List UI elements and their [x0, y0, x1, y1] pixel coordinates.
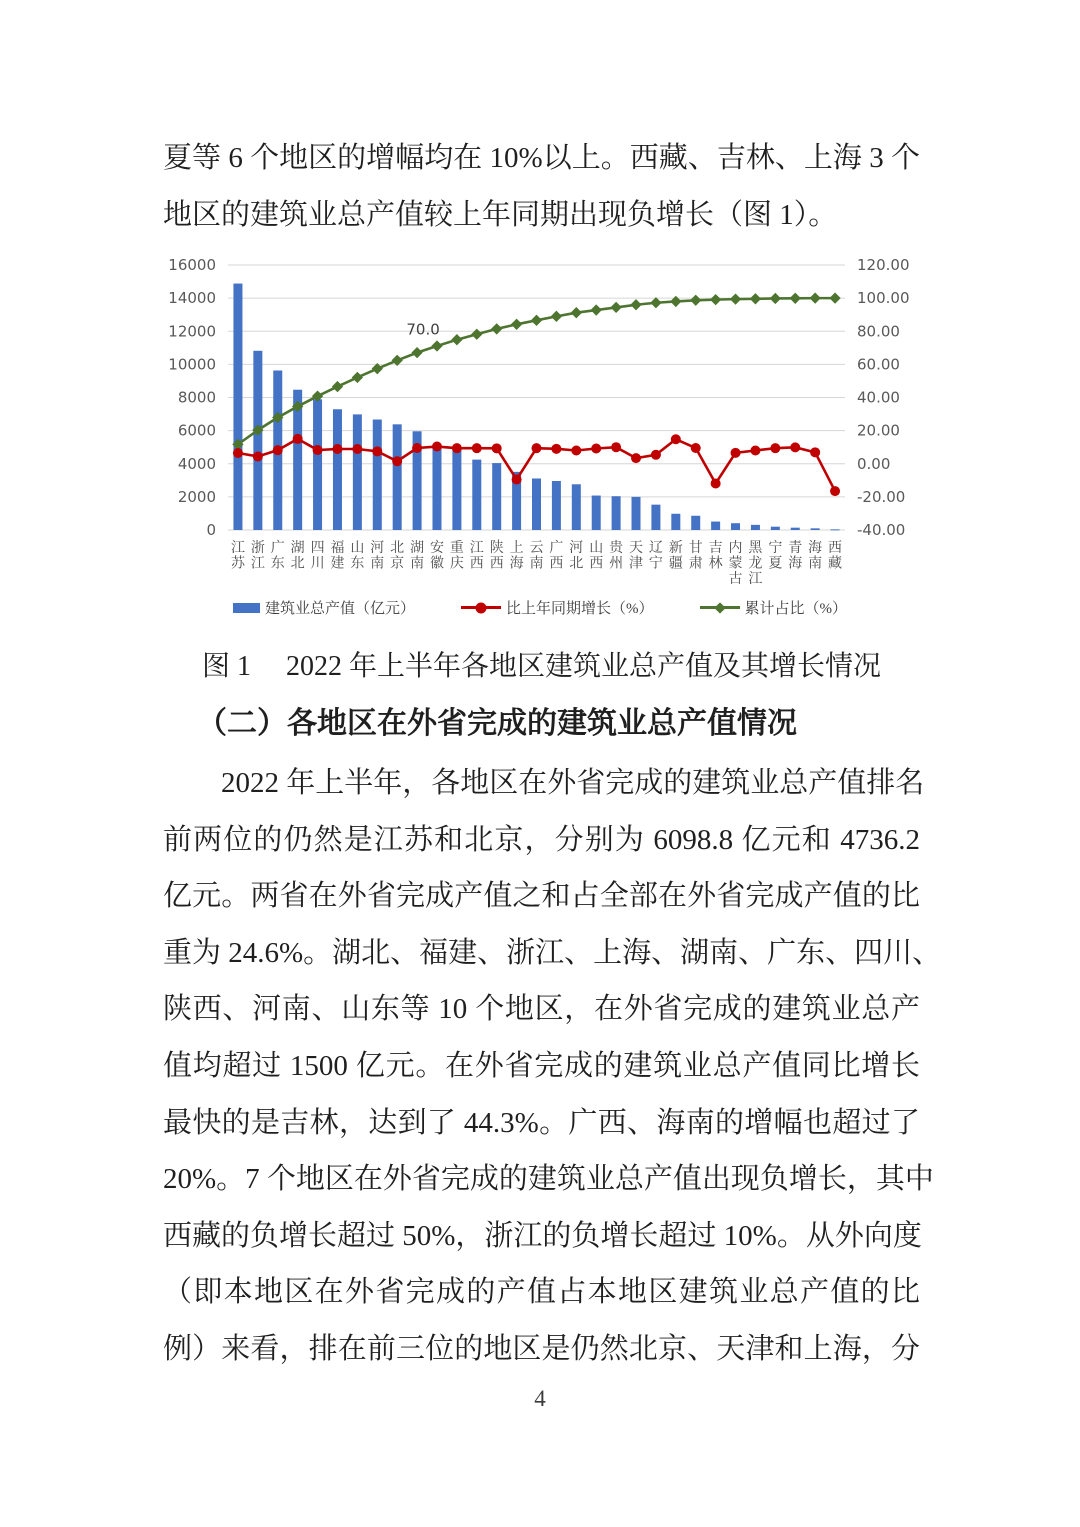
- legend-item: [700, 597, 848, 618]
- svg-text:宁: 宁: [768, 541, 783, 556]
- svg-text:江: 江: [230, 541, 245, 556]
- svg-text:龙: 龙: [748, 556, 763, 572]
- svg-text:海: 海: [788, 556, 803, 572]
- legend-line-circle-swatch-icon: [461, 606, 501, 609]
- intro-paragraph: [163, 130, 920, 244]
- svg-text:北: 北: [569, 556, 584, 572]
- body-paragraph: [163, 755, 942, 1378]
- svg-text:上: 上: [509, 541, 524, 556]
- legend-label: 累计占比（%）: [744, 601, 847, 617]
- svg-text:4000: 4000: [177, 454, 216, 473]
- svg-text:建: 建: [330, 556, 345, 572]
- svg-text:南: 南: [410, 556, 425, 572]
- svg-text:湖: 湖: [410, 541, 425, 556]
- body-line: 西藏的负增长超过 50%，浙江的负增长超过 10%。从外向度: [163, 1219, 922, 1252]
- svg-text:海: 海: [808, 541, 823, 556]
- body-line: （即本地区在外省完成的产值占本地区建筑业总产值的比: [163, 1276, 920, 1309]
- svg-text:庆: 庆: [449, 556, 464, 572]
- legend-label: 建筑业总产值（亿元）: [264, 601, 415, 617]
- svg-text:天: 天: [629, 541, 644, 556]
- svg-text:四: 四: [310, 541, 325, 556]
- body-line: 值均超过 1500 亿元。在外省完成的建筑业总产值同比增长: [163, 1049, 920, 1082]
- svg-text:120.00: 120.00: [857, 256, 910, 274]
- svg-text:南: 南: [808, 556, 823, 572]
- svg-text:夏: 夏: [768, 556, 783, 572]
- svg-text:安: 安: [429, 541, 444, 556]
- svg-text:60.00: 60.00: [857, 355, 900, 374]
- svg-text:青: 青: [788, 541, 803, 556]
- svg-text:海: 海: [509, 556, 524, 572]
- svg-text:藏: 藏: [828, 556, 843, 572]
- svg-text:16000: 16000: [168, 256, 216, 274]
- legend-bar-swatch-icon: [233, 603, 260, 613]
- svg-text:吉: 吉: [708, 541, 723, 556]
- svg-text:2000: 2000: [177, 487, 216, 506]
- legend-item: [233, 597, 415, 618]
- svg-text:东: 东: [350, 556, 365, 572]
- svg-text:黑: 黑: [748, 541, 763, 556]
- pareto-chart-svg: [150, 250, 930, 595]
- svg-text:14000: 14000: [168, 289, 216, 308]
- svg-text:陕: 陕: [489, 541, 504, 556]
- svg-text:12000: 12000: [168, 322, 216, 341]
- svg-text:河: 河: [370, 541, 385, 556]
- svg-text:广: 广: [270, 541, 285, 556]
- svg-text:宁: 宁: [648, 556, 663, 572]
- svg-text:40.00: 40.00: [857, 388, 900, 407]
- svg-text:林: 林: [708, 556, 723, 572]
- svg-text:蒙: 蒙: [728, 556, 743, 572]
- svg-text:福: 福: [330, 541, 345, 556]
- svg-text:津: 津: [629, 556, 644, 572]
- body-line: 亿元。两省在外省完成产值之和占全部在外省完成产值的比: [163, 880, 920, 913]
- body-line: 陕西、河南、山东等 10 个地区，在外省完成的建筑业总产: [163, 993, 920, 1026]
- svg-text:甘: 甘: [688, 541, 703, 556]
- svg-text:西: 西: [489, 556, 504, 572]
- intro-line: 夏等 6 个地区的增幅均在 10%以上。西藏、吉林、上海 3 个: [163, 142, 920, 174]
- svg-text:0.00: 0.00: [857, 454, 891, 473]
- body-line: 最快的是吉林，达到了 44.3%。广西、海南的增幅也超过了: [163, 1106, 920, 1139]
- svg-text:云: 云: [529, 541, 544, 556]
- svg-text:100.00: 100.00: [857, 289, 910, 308]
- svg-text:江: 江: [469, 541, 484, 556]
- svg-text:广: 广: [549, 541, 564, 556]
- svg-text:浙: 浙: [250, 541, 265, 556]
- svg-text:西: 西: [589, 556, 604, 572]
- svg-text:-40.00: -40.00: [857, 521, 906, 539]
- svg-text:苏: 苏: [230, 556, 245, 572]
- svg-text:州: 州: [609, 556, 624, 572]
- svg-text:徽: 徽: [429, 556, 444, 572]
- svg-text:北: 北: [290, 556, 305, 572]
- y-axis-left-labels: [168, 256, 216, 539]
- intro-line: 地区的建筑业总产值较上年同期出现负增长（图 1）。: [163, 199, 838, 231]
- svg-text:新: 新: [668, 541, 683, 556]
- svg-text:重: 重: [449, 541, 464, 556]
- section-heading: （二）各地区在外省完成的建筑业总产值情况: [197, 707, 797, 740]
- svg-text:西: 西: [469, 556, 484, 572]
- svg-text:河: 河: [569, 541, 584, 556]
- body-line: 重为 24.6%。湖北、福建、浙江、上海、湖南、广东、四川、: [163, 936, 942, 969]
- svg-text:湖: 湖: [290, 541, 305, 556]
- svg-text:川: 川: [310, 556, 325, 572]
- chart-legend: [150, 597, 930, 618]
- svg-text:古: 古: [728, 572, 743, 587]
- svg-text:肃: 肃: [688, 556, 703, 572]
- svg-text:东: 东: [270, 556, 285, 572]
- data-label-annotation: 70.0: [406, 320, 440, 339]
- svg-text:8000: 8000: [177, 388, 216, 407]
- cumulative-share-line: [232, 292, 840, 450]
- svg-text:辽: 辽: [648, 541, 663, 556]
- svg-text:80.00: 80.00: [857, 322, 900, 341]
- svg-text:江: 江: [250, 556, 265, 572]
- svg-text:20.00: 20.00: [857, 421, 900, 440]
- svg-text:-20.00: -20.00: [857, 487, 906, 506]
- legend-label: 比上年同期增长（%）: [506, 601, 654, 617]
- svg-text:京: 京: [390, 556, 405, 572]
- body-line: 前两位的仍然是江苏和北京，分别为 6098.8 亿元和 4736.2: [163, 823, 920, 856]
- svg-text:10000: 10000: [168, 355, 216, 374]
- svg-text:贵: 贵: [609, 541, 624, 556]
- x-axis-labels: [231, 539, 842, 587]
- svg-text:西: 西: [549, 556, 564, 572]
- figure-caption: 图 1 2022 年上半年各地区建筑业总产值及其增长情况: [201, 651, 881, 682]
- svg-text:6000: 6000: [177, 421, 216, 440]
- page-number: 4: [534, 1386, 546, 1411]
- svg-text:内: 内: [728, 541, 743, 556]
- svg-text:南: 南: [529, 556, 544, 572]
- svg-text:0: 0: [206, 521, 216, 539]
- y-axis-right-labels: [857, 256, 910, 539]
- svg-text:北: 北: [390, 541, 405, 556]
- svg-text:南: 南: [370, 556, 385, 572]
- figure-1-chart: [150, 250, 930, 632]
- legend-item: [461, 597, 654, 618]
- body-line: 例）来看，排在前三位的地区是仍然北京、天津和上海，分: [163, 1332, 920, 1365]
- body-line: 2022 年上半年，各地区在外省完成的建筑业总产值排名: [221, 767, 925, 799]
- svg-text:山: 山: [350, 541, 365, 556]
- legend-line-diamond-swatch-icon: [700, 606, 740, 609]
- svg-text:疆: 疆: [668, 556, 683, 572]
- svg-text:山: 山: [589, 541, 604, 556]
- body-line: 20%。7 个地区在外省完成的建筑业总产值出现负增长，其中: [163, 1163, 934, 1196]
- svg-text:西: 西: [828, 541, 843, 556]
- svg-text:江: 江: [748, 572, 763, 587]
